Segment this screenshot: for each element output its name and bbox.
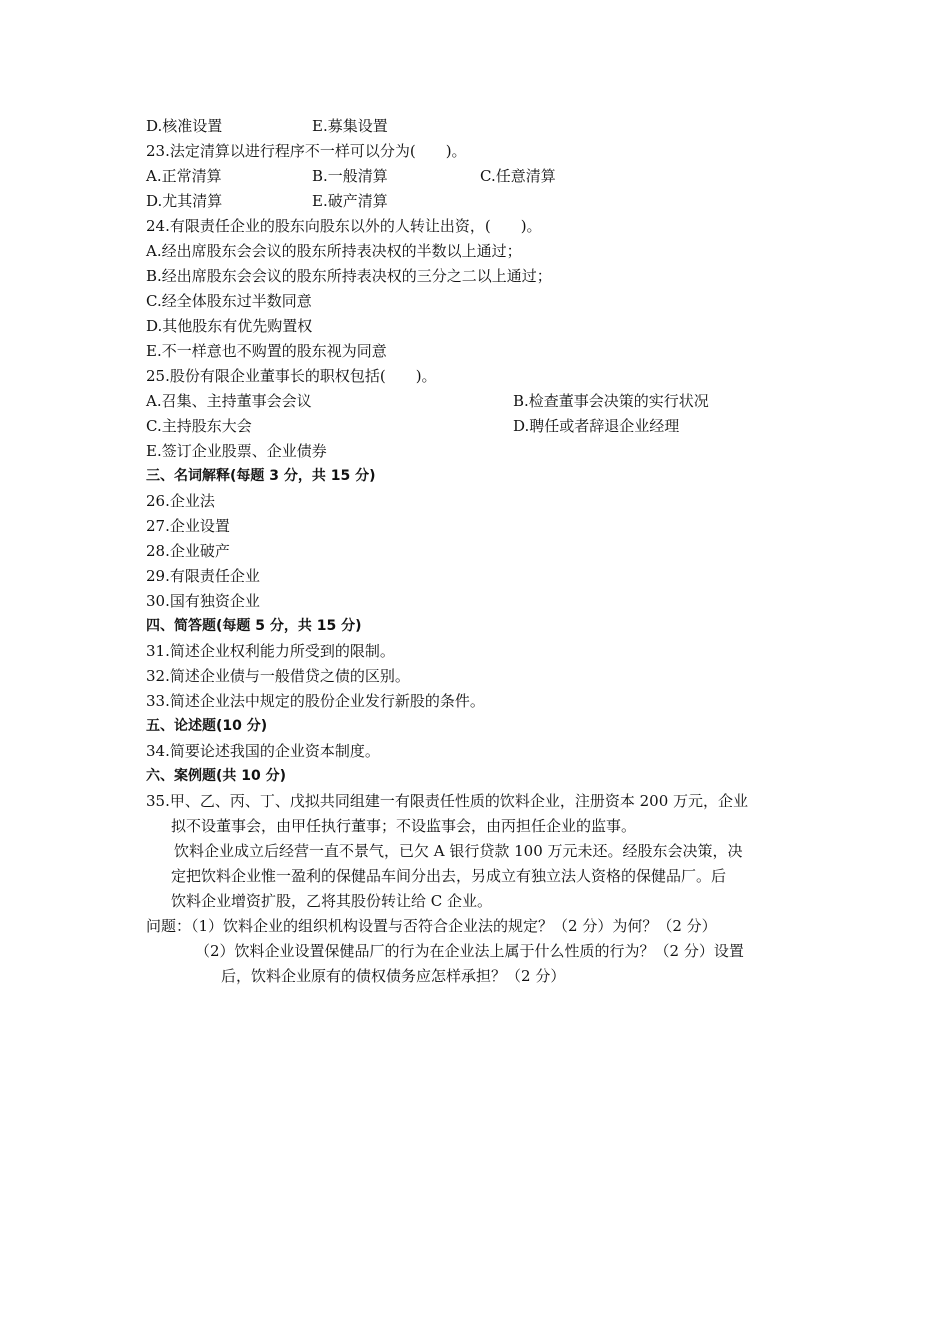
section5-heading: 五、论述题(10 分): [146, 718, 268, 734]
case-text-line: 定把饮料企业惟一盈利的保健品车间分出去，另成立有独立法人资格的保健品厂。后: [171, 867, 727, 885]
term-item: 30.国有独资企业: [146, 592, 260, 610]
option-d: D.尤其清算: [146, 192, 223, 210]
option-c: C.任意清算: [480, 167, 556, 185]
option-c: C.主持股东大会: [146, 417, 252, 435]
term-item: 29.有限责任企业: [146, 567, 260, 585]
q24-option-b: B.经出席股东会会议的股东所持表决权的三分之二以上通过；: [146, 267, 552, 285]
case-question-line: （2）饮料企业设置保健品厂的行为在企业法上属于什么性质的行为？（2 分）设置: [195, 942, 744, 960]
term-item: 26.企业法: [146, 492, 215, 510]
case-text-line: 35.甲、乙、丙、丁、戊拟共同组建一有限责任性质的饮料企业，注册资本 200 万元，企业: [146, 792, 749, 810]
case-text-line: 饮料企业增资扩股，乙将其股份转让给 C 企业。: [171, 892, 493, 910]
option-d: D.核准设置: [146, 117, 223, 135]
option-e: E.破产清算: [312, 192, 388, 210]
section6-heading: 六、案例题(共 10 分): [146, 768, 287, 784]
case-question-line: 问题：（1）饮料企业的组织机构设置与否符合企业法的规定？（2 分）为何？（2 分）: [146, 917, 717, 935]
q25-option-e: E.签订企业股票、企业债券: [146, 442, 327, 460]
q24-option-c: C.经全体股东过半数同意: [146, 292, 312, 310]
short-answer-item: 33.简述企业法中规定的股份企业发行新股的条件。: [146, 692, 485, 710]
section3-heading: 三、名词解释(每题 3 分，共 15 分): [146, 468, 376, 484]
short-answer-item: 32.简述企业债与一般借贷之债的区别。: [146, 667, 410, 685]
case-question-line: 后，饮料企业原有的债权债务应怎样承担？（2 分）: [221, 967, 566, 985]
option-b: B.检查董事会决策的实行状况: [513, 392, 709, 410]
q23-stem: 23.法定清算以进行程序不一样可以分为( )。: [146, 142, 467, 160]
q25-stem: 25.股份有限企业董事长的职权包括( )。: [146, 367, 437, 385]
option-b: B.一般清算: [312, 167, 388, 185]
term-item: 28.企业破产: [146, 542, 230, 560]
q24-option-d: D.其他股东有优先购置权: [146, 317, 313, 335]
case-text-line: 拟不设董事会，由甲任执行董事；不设监事会，由丙担任企业的监事。: [171, 817, 637, 835]
short-answer-item: 31.简述企业权利能力所受到的限制。: [146, 642, 395, 660]
q24-option-e: E.不一样意也不购置的股东视为同意: [146, 342, 387, 360]
term-item: 27.企业设置: [146, 517, 230, 535]
option-a: A.召集、主持董事会会议: [146, 392, 312, 410]
option-a: A.正常清算: [146, 167, 222, 185]
option-d: D.聘任或者辞退企业经理: [513, 417, 680, 435]
case-text-line: 饮料企业成立后经营一直不景气，已欠 A 银行贷款 100 万元未还。经股东会决策，决: [174, 842, 743, 860]
option-e: E.募集设置: [312, 117, 388, 135]
q24-option-a: A.经出席股东会会议的股东所持表决权的半数以上通过；: [146, 242, 522, 260]
q24-stem: 24.有限责任企业的股东向股东以外的人转让出资，( )。: [146, 217, 542, 235]
section4-heading: 四、简答题(每题 5 分，共 15 分): [146, 618, 362, 634]
essay-item: 34.简要论述我国的企业资本制度。: [146, 742, 380, 760]
